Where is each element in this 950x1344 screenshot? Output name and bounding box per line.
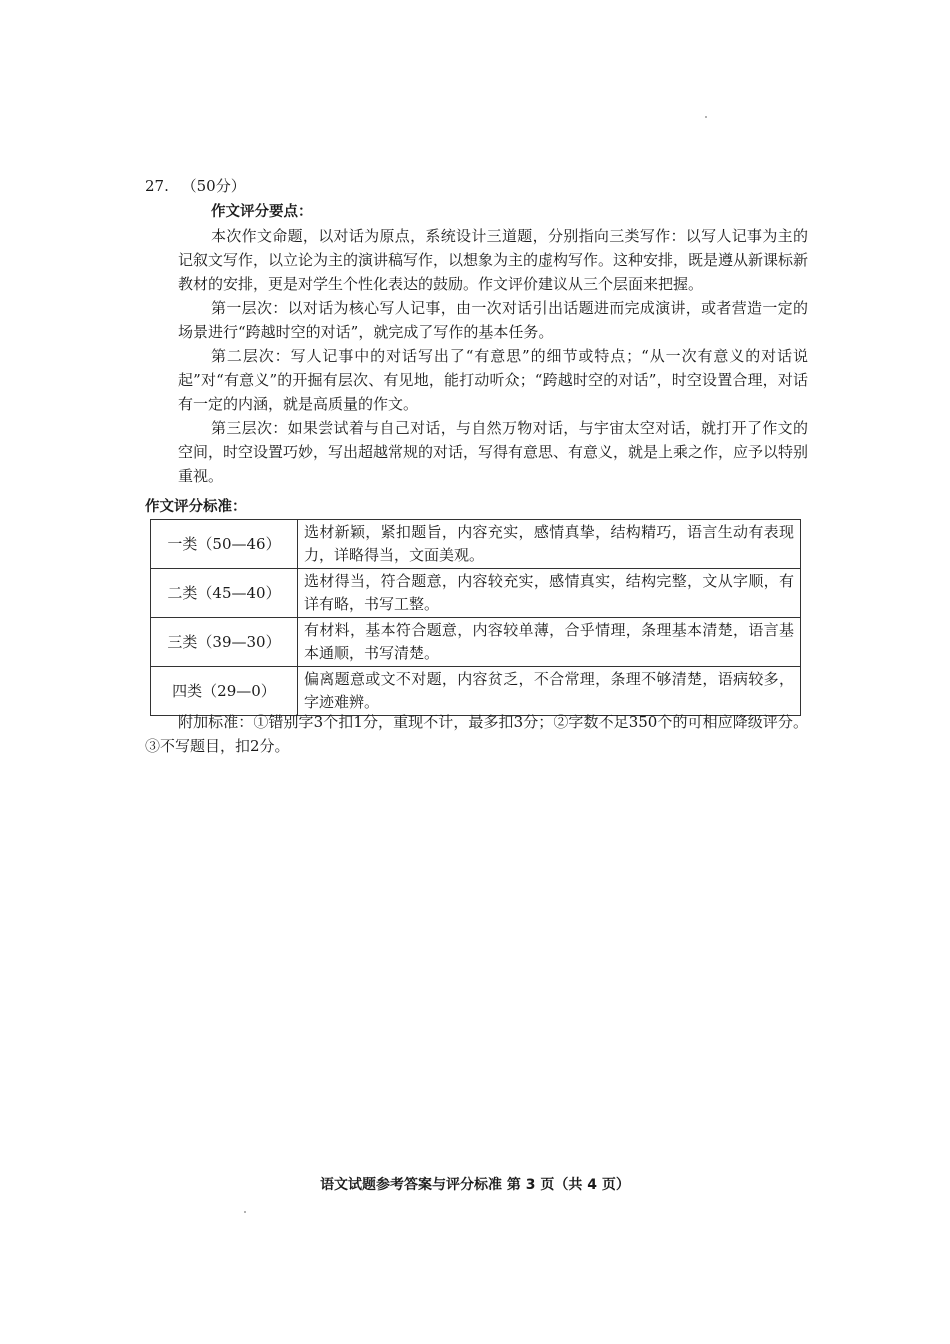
grade-category: 三类（39—30） <box>151 618 298 667</box>
grade-description: 有材料，基本符合题意，内容较单薄，合乎情理，条理基本清楚，语言基本通顺，书写清楚。 <box>298 618 801 667</box>
essay-points-paragraph-2: 第一层次：以对话为核心写人记事，由一次对话引出话题进而完成演讲，或者营造一定的场景进行“跨越时空的对话”，就完成了写作的基本任务。 <box>178 299 808 341</box>
question-header <box>145 175 246 197</box>
additional-standard-text: 附加标准：①错别字3个扣1分，重现不计，最多扣3分；②字数不足350个的可相应降级评分。③不写题目，扣2分。 <box>145 713 808 755</box>
speck-mark <box>244 1211 246 1213</box>
table-row <box>151 569 801 618</box>
essay-points-paragraph-1: 本次作文命题，以对话为原点，系统设计三道题，分别指向三类写作：以写人记事为主的记叙文写作，以立论为主的演讲稿写作，以想象为主的虚构写作。这种安排，既是遵从新课标新教材的安排，更是对学生个性化表达的鼓励。作文评价建议从三个层面来把握。 <box>178 227 809 293</box>
speck-mark <box>705 116 707 118</box>
table-row <box>151 520 801 569</box>
question-points: （50分） <box>181 177 246 195</box>
essay-points-paragraph-4: 第三层次：如果尝试着与自己对话，与自然万物对话，与宇宙太空对话，就打开了作文的空间，时空设置巧妙，写出超越常规的对话，写得有意思、有意义，就是上乘之作，应予以特别重视。 <box>178 419 809 485</box>
essay-points-paragraph-3: 第二层次：写人记事中的对话写出了“有意思”的细节或特点；“从一次有意义的对话说起”对“有意义”的开掘有层次、有见地，能打动听众；“跨越时空的对话”，时空设置合理，对话有一定的内涵，就是高质量的作文。 <box>178 347 808 413</box>
table-row <box>151 618 801 667</box>
grade-description: 选材新颖，紧扣题旨，内容充实，感情真挚，结构精巧，语言生动有表现力，详略得当，文面美观。 <box>298 520 801 569</box>
grade-description: 偏离题意或文不对题，内容贫乏，不合常理，条理不够清楚，语病较多，字迹难辨。 <box>298 667 801 716</box>
page-footer: 语文试题参考答案与评分标准 第 3 页（共 4 页） <box>320 1177 630 1193</box>
essay-points-heading: 作文评分要点： <box>211 204 313 220</box>
grade-category: 四类（29—0） <box>151 667 298 716</box>
essay-points-section <box>178 199 808 488</box>
table-row <box>151 667 801 716</box>
question-number: 27. <box>145 177 169 195</box>
grade-category: 一类（50—46） <box>151 520 298 569</box>
grade-category: 二类（45—40） <box>151 569 298 618</box>
grading-table <box>150 519 801 716</box>
grade-description: 选材得当，符合题意，内容较充实，感情真实，结构完整，文从字顺，有详有略，书写工整。 <box>298 569 801 618</box>
additional-standard <box>145 710 808 758</box>
grading-standard-heading: 作文评分标准： <box>145 499 247 515</box>
